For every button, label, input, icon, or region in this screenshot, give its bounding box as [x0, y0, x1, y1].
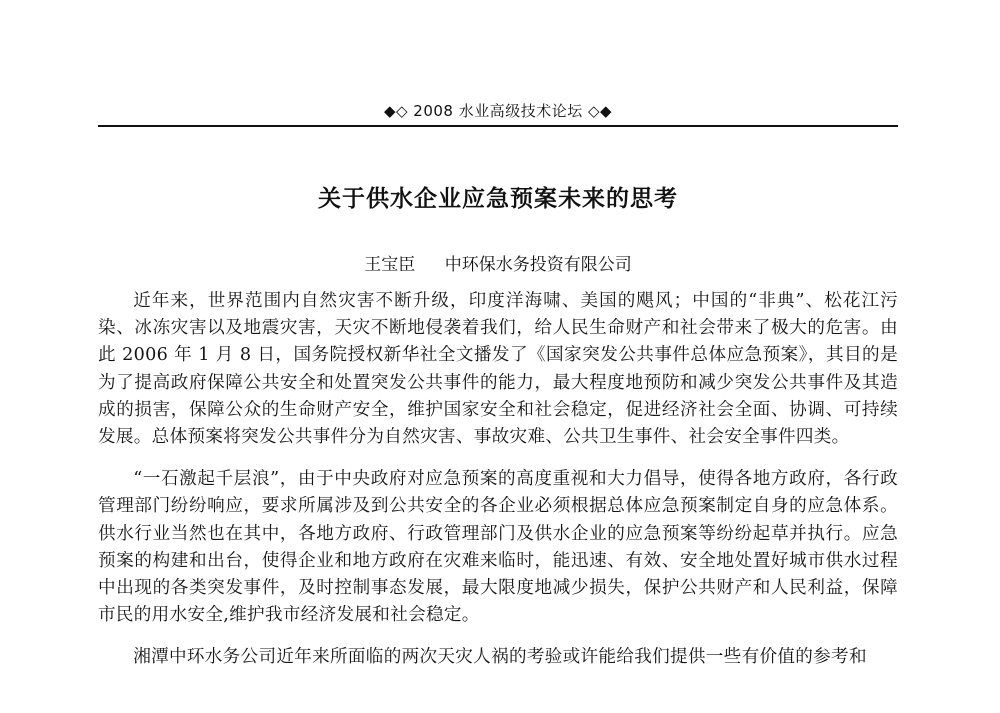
article-title: 关于供水企业应急预案未来的思考: [318, 186, 678, 212]
author-name: 王宝臣: [364, 255, 416, 275]
article-body: [98, 288, 898, 687]
paragraph-3: 湘潭中环水务公司近年来所面临的两次天灾人祸的考验或许能给我们提供一些有价值的参考和: [133, 647, 867, 668]
header-divider: [98, 125, 898, 127]
byline: [98, 250, 898, 275]
author-affiliation: 中环保水务投资有限公司: [444, 255, 632, 275]
paragraph-1: 近年来，世界范围内自然灾害不断升级，印度洋海啸、美国的飓风；中国的“非典”、松花江污染、冰冻灾害以及地震灾害，天灾不断地侵袭着我们，给人民生命财产和社会带来了极大的危害。由此 2006 年 1 月 8 日，国务院授权新华社全文播发了《国家突发公共事件总体应急预案》，其目的是为了提高政府保障公共安全和处置突发公共事件的能力，最大程度地预防和减少突发公共事件及其造成的损害，保障公众的生命财产安全，维护国家安全和社会稳定，促进经济社会全面、协调、可持续发展。总体预案将突发公共事件分为自然灾害、事故灾难、公共卫生事件、社会安全事件四类。: [98, 291, 898, 448]
paragraph-2: “一石激起千层浪”，由于中央政府对应急预案的高度重视和大力倡导，使得各地方政府，各行政管理部门纷纷响应，要求所属涉及到公共安全的各企业必须根据总体应急预案制定自身的应急体系。供水行业当然也在其中，各地方政府、行政管理部门及供水企业的应急预案等纷纷起草并执行。应急预案的构建和出台，使得企业和地方政府在灾难来临时，能迅速、有效、安全地处置好城市供水过程中出现的各类突发事件，及时控制事态发展，最大限度地减少损失，保护公共财产和人民利益，保障市民的用水安全,维护我市经济发展和社会稳定。: [98, 469, 898, 626]
running-header: ◆◇ 2008 水业高级技术论坛 ◇◆: [383, 102, 613, 120]
